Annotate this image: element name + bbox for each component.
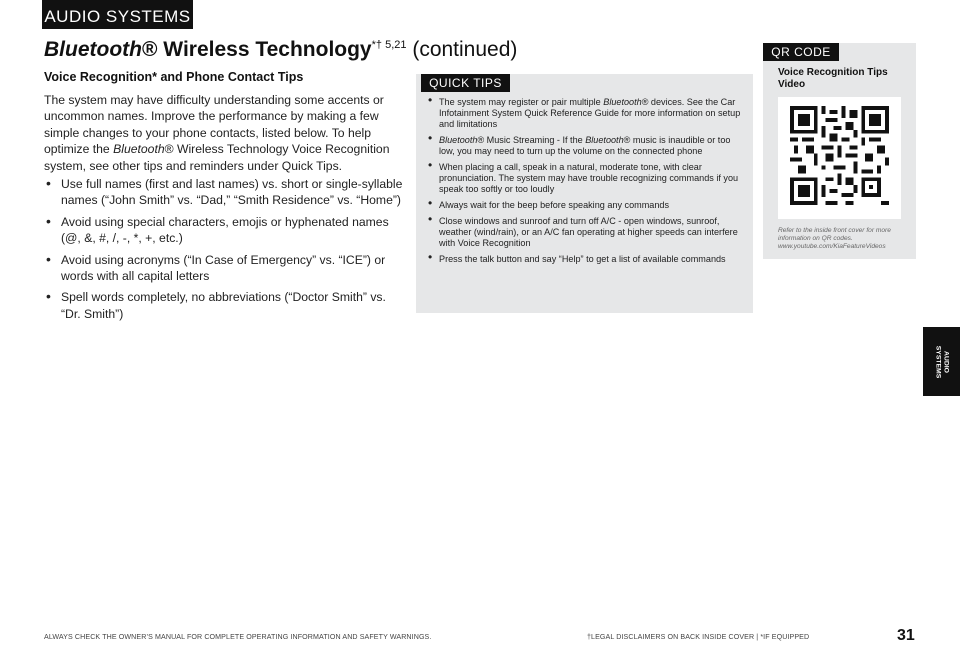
- side-tab-label: [934, 332, 949, 392]
- contact-tips-list: [44, 176, 406, 327]
- footer-disclaimer: †LEGAL DISCLAIMERS ON BACK INSIDE COVER | *IF EQUIPPED: [587, 633, 810, 641]
- quick-tip-italic: Bluetooth: [603, 97, 642, 107]
- quick-tip-text: ® Music Streaming - If the: [477, 135, 586, 145]
- title-reg: ®: [141, 38, 158, 61]
- qr-note-text: Refer to the inside front cover for more information on QR codes.: [778, 227, 891, 242]
- qr-code-icon[interactable]: [790, 106, 889, 205]
- quick-tip-text: The system may register or pair multiple: [439, 97, 604, 107]
- qr-video-title: Voice Recognition Tips Video: [778, 67, 888, 90]
- tip-item: • Avoid using acronyms (“In Case of Emergency” vs. “ICE”) or words with all capital letters: [44, 252, 406, 285]
- quick-tip-item: • When placing a call, speak in a natural, moderate tone, with clear pronunciation. The system may have trouble recognizing commands if you speak too softly or too loudly: [427, 162, 745, 195]
- quick-tip-item: [427, 97, 745, 130]
- intro-part-2: ® Wireless Technology Voice Recognition system, see other tips and reminders under Quick Tips.: [44, 142, 390, 173]
- qr-code-label: QR CODE: [763, 43, 839, 61]
- footer-warning: ALWAYS CHECK THE OWNER’S MANUAL FOR COMPLETE OPERATING INFORMATION AND SAFETY WARNINGS.: [44, 633, 432, 641]
- intro-part-1: The system may have difficulty understanding some accents or uncommon names. Improve the performance by making a few simple changes to your phone contacts, listed below. To help optimize the: [44, 93, 384, 157]
- intro-paragraph: [44, 92, 404, 174]
- side-tab-line: SYSTEMS: [934, 345, 942, 378]
- qr-note: [778, 227, 910, 251]
- quick-tip-text: ® music is inaudible or too low, you may need to turn up the volume on the connected phone: [439, 135, 731, 156]
- qr-note-url[interactable]: www.youtube.com/KiaFeatureVideos: [778, 243, 886, 250]
- quick-tip-item: • Always wait for the beep before speaking any commands: [427, 200, 745, 211]
- tip-item: • Avoid using special characters, emojis or hyphenated names (@, &, #, /, -, *, +, etc.): [44, 214, 406, 247]
- title-superscript: *† 5,21: [371, 39, 407, 51]
- side-section-tab: [923, 327, 960, 396]
- quick-tip-italic: Bluetooth: [439, 135, 478, 145]
- section-tab: AUDIO SYSTEMS: [42, 0, 193, 29]
- title-main: Wireless Technology: [157, 38, 372, 61]
- section-subheading: Voice Recognition* and Phone Contact Tips: [44, 70, 304, 84]
- quick-tip-item: • Press the talk button and say “Help” to get a list of available commands: [427, 254, 745, 265]
- title-continued: (continued): [406, 38, 518, 61]
- tip-item: • Spell words completely, no abbreviations (“Doctor Smith” vs. “Dr. Smith”): [44, 289, 406, 322]
- side-tab-line: AUDIO: [942, 350, 949, 373]
- quick-tips-list: [427, 97, 745, 270]
- tip-item: • Use full names (first and last names) vs. short or single-syllable names (“John Smith” vs. “Dad,” “Smith Residence” vs. “Home”): [44, 176, 406, 209]
- quick-tip-text: ® devices. See the Car Infotainment System Quick Reference Guide for more information on setup and limitations: [439, 97, 741, 129]
- quick-tips-label: QUICK TIPS: [421, 74, 510, 92]
- page-number: 31: [897, 627, 915, 644]
- page-title: [44, 38, 517, 62]
- quick-tip-item: • Close windows and sunroof and turn off A/C - open windows, sunroof, weather (wind/rain), or an A/C fan operating at higher speeds can interfere with Voice Recognition: [427, 216, 745, 249]
- intro-italic: Bluetooth: [113, 142, 165, 157]
- quick-tip-item: [427, 135, 745, 157]
- title-brand: Bluetooth: [44, 38, 142, 61]
- quick-tip-italic: Bluetooth: [585, 135, 624, 145]
